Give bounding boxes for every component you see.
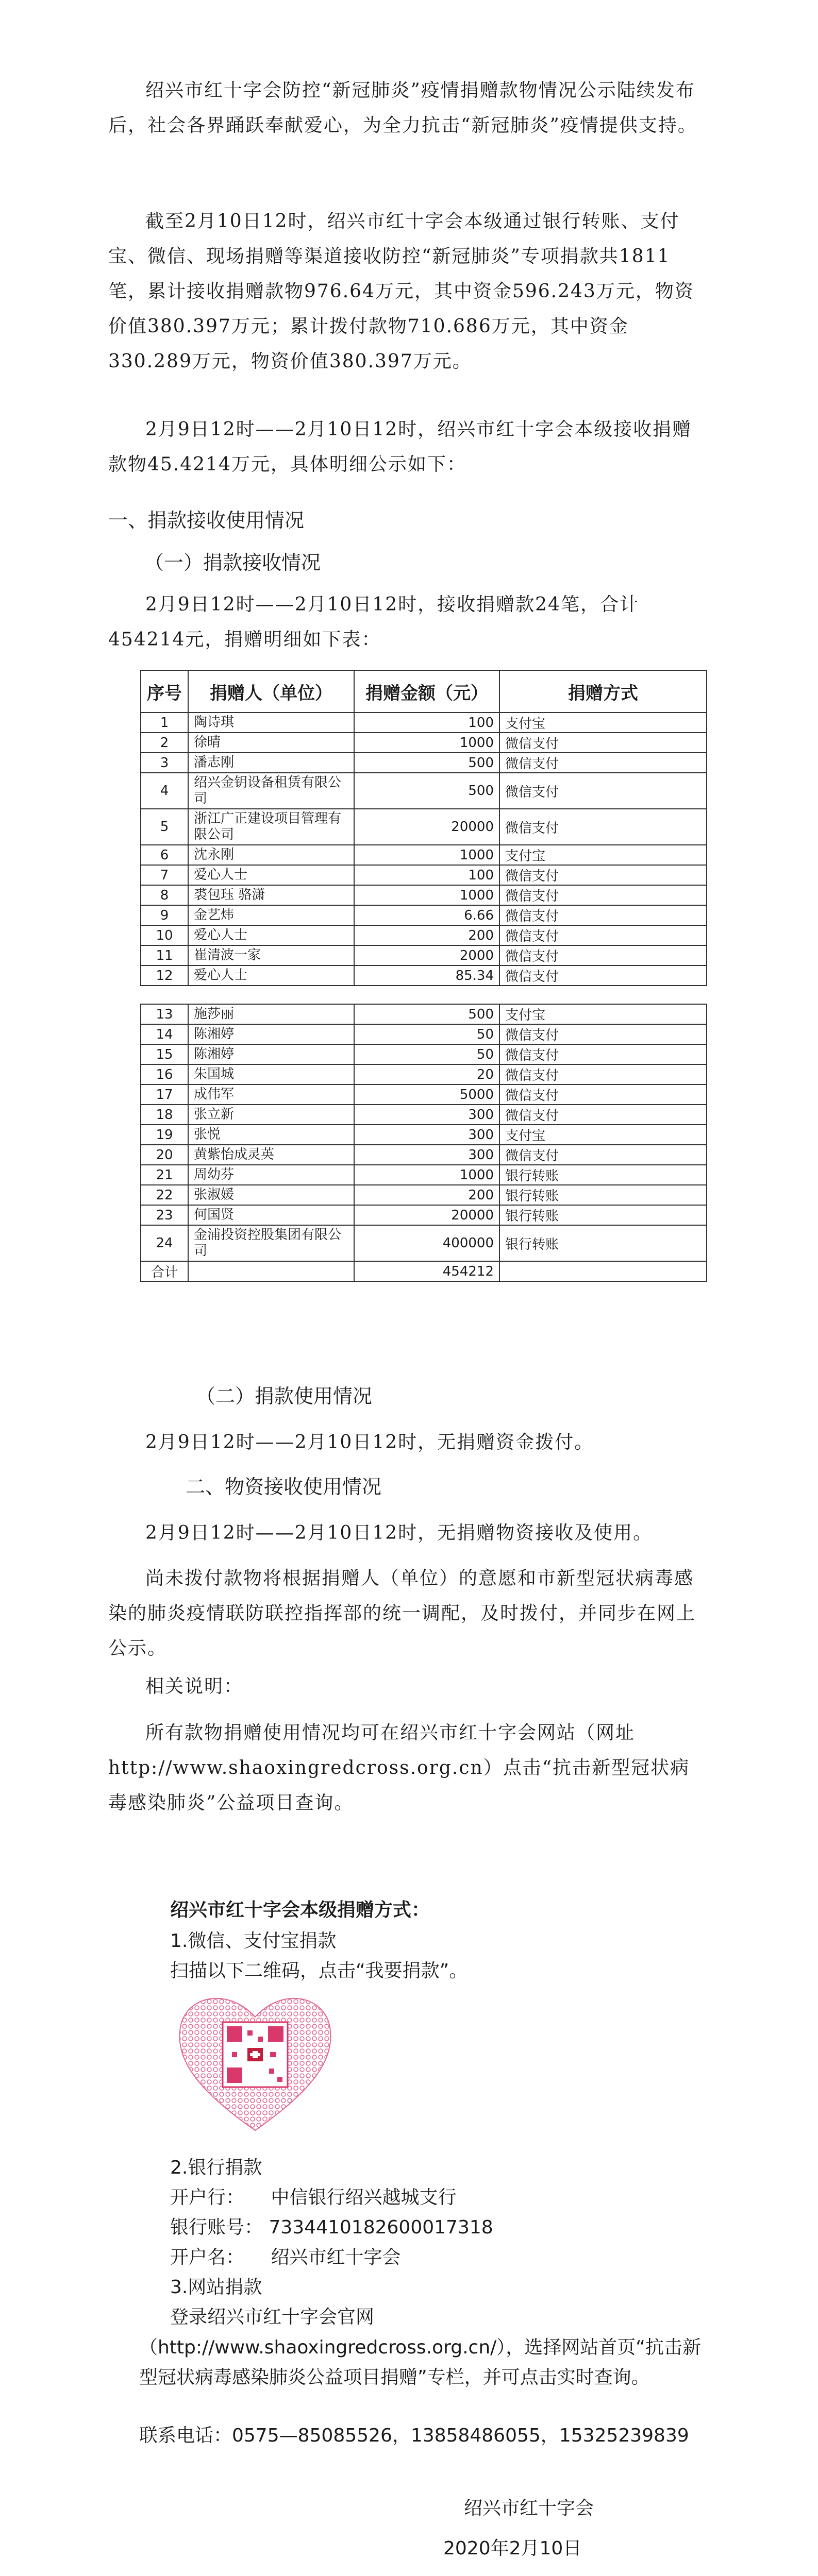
- row-number: 2: [141, 733, 188, 753]
- table-row: [141, 1145, 707, 1165]
- table-row: [141, 945, 707, 965]
- account-label: 银行账号：: [170, 2217, 263, 2238]
- table-row: [141, 905, 707, 925]
- donation-amount: 6.66: [354, 905, 499, 925]
- donation-method: 支付宝: [499, 1004, 707, 1024]
- row-number: 23: [141, 1205, 188, 1225]
- row-number: 17: [141, 1084, 188, 1105]
- donate-title: 绍兴市红十字会本级捐赠方式：: [170, 1900, 430, 1921]
- row-number: 7: [141, 865, 188, 885]
- table-total-row: [141, 1261, 707, 1281]
- row-number: 21: [141, 1165, 188, 1185]
- table-row: [141, 865, 707, 885]
- section-2-text: 2月9日12时——2月10日12时，无捐赠物资接收及使用。: [145, 1522, 653, 1544]
- row-number: 6: [141, 845, 188, 865]
- section-2-title: 二、物资接收使用情况: [186, 1476, 382, 1498]
- table-row: [141, 1024, 707, 1044]
- holder-label: 开户名：: [170, 2247, 245, 2268]
- donor-name: 施莎丽: [188, 1004, 354, 1024]
- table-row: [141, 845, 707, 865]
- signature-org: 绍兴市红十字会: [464, 2498, 594, 2519]
- donation-amount: 1000: [354, 885, 499, 905]
- donor-name: 张淑媛: [188, 1185, 354, 1205]
- table-gap: [141, 986, 707, 1004]
- donation-method: 微信支付: [499, 1064, 707, 1084]
- subsection-1-title: （一）捐款接收情况: [144, 551, 321, 574]
- donor-name: 黄紫怡成灵英: [188, 1145, 354, 1165]
- row-number: 22: [141, 1185, 188, 1205]
- header-method: 捐赠方式: [499, 670, 707, 713]
- donor-name: 张立新: [188, 1105, 354, 1125]
- donation-amount: 50: [354, 1044, 499, 1064]
- donor-name: 陶诗琪: [188, 713, 354, 733]
- row-number: 9: [141, 905, 188, 925]
- section-2-text-2: 尚未拨付款物将根据捐赠人（单位）的意愿和市新型冠状病毒感染的肺炎疫情联防联控指挥部的统一调配，及时拨付，并同步在网上公示。: [108, 1568, 696, 1659]
- table-row: [141, 773, 707, 809]
- header-no: 序号: [141, 670, 188, 713]
- donor-name: 爱心人士: [188, 925, 354, 945]
- row-number: 15: [141, 1044, 188, 1064]
- table-row: [141, 1185, 707, 1205]
- subsection-1-text: 2月9日12时——2月10日12时，接收捐赠款24笔，合计454214元，捐赠明细如下表：: [108, 594, 639, 650]
- donor-name: 绍兴金钥设备租赁有限公司: [188, 773, 354, 809]
- donation-amount: 20000: [354, 1205, 499, 1225]
- donate-method-3-text-2: （http://www.shaoxingredcross.org.cn/），选择网站首页“抗击新型冠状病毒感染肺炎公益项目捐赠”专栏，并可点击实时查询。: [139, 2337, 701, 2388]
- donation-amount: 1000: [354, 733, 499, 753]
- row-number: 18: [141, 1105, 188, 1125]
- donor-name: 周幼芬: [188, 1165, 354, 1185]
- donor-name: 朱国城: [188, 1064, 354, 1084]
- donation-amount: 500: [354, 1004, 499, 1024]
- donation-method: 微信支付: [499, 925, 707, 945]
- section-1-title: 一、捐款接收使用情况: [108, 509, 305, 532]
- qr-code-heart-image[interactable]: [175, 1986, 335, 2136]
- total-donor-empty: [188, 1261, 354, 1281]
- donor-name: 浙江广正建设项目管理有限公司: [188, 809, 354, 845]
- table-row: [141, 809, 707, 845]
- intro-paragraph-2: 截至2月10日12时，绍兴市红十字会本级通过银行转账、支付宝、微信、现场捐赠等渠道接收防控“新冠肺炎”专项捐款共1811笔，累计接收捐赠款物976.64万元，其中资金596.243万元，物资价值380.397万元；累计拨付款物710.686万元，其中资金330.289万元，物资价值380.397万元。: [108, 211, 694, 372]
- donation-method: 支付宝: [499, 713, 707, 733]
- row-number: 10: [141, 925, 188, 945]
- donor-name: 裘包珏 骆潇: [188, 885, 354, 905]
- donation-method: 微信支付: [499, 1084, 707, 1105]
- holder-value: 绍兴市红十字会: [271, 2247, 401, 2268]
- donate-method-3-text-1: 登录绍兴市红十字会官网: [170, 2307, 375, 2328]
- donor-name: 崔清波一家: [188, 945, 354, 965]
- row-number: 12: [141, 965, 188, 986]
- donation-method: 微信支付: [499, 1145, 707, 1165]
- donor-name: 爱心人士: [188, 865, 354, 885]
- row-number: 14: [141, 1024, 188, 1044]
- row-number: 19: [141, 1125, 188, 1145]
- donor-name: 徐晴: [188, 733, 354, 753]
- donation-amount: 300: [354, 1125, 499, 1145]
- table-row: [141, 1004, 707, 1024]
- donation-method: 微信支付: [499, 753, 707, 773]
- donation-method: 银行转账: [499, 1185, 707, 1205]
- donation-amount: 500: [354, 753, 499, 773]
- table-row: [141, 1044, 707, 1064]
- table-row: [141, 1084, 707, 1105]
- holder-row: [170, 2243, 400, 2272]
- table-row: [141, 1205, 707, 1225]
- row-number: 13: [141, 1004, 188, 1024]
- row-number: 5: [141, 809, 188, 845]
- donation-method: 银行转账: [499, 1165, 707, 1185]
- donation-method: 微信支付: [499, 733, 707, 753]
- donation-amount: 200: [354, 1185, 499, 1205]
- donation-amount: 5000: [354, 1084, 499, 1105]
- donation-method: 微信支付: [499, 1024, 707, 1044]
- subsection-2-text: 2月9日12时——2月10日12时，无捐赠资金拨付。: [145, 1432, 594, 1453]
- table-row: [141, 885, 707, 905]
- table-row: [141, 1064, 707, 1084]
- header-donor: 捐赠人（单位）: [188, 670, 354, 713]
- note-text: 所有款物捐赠使用情况均可在绍兴市红十字会网站（网址http://www.shaoxingredcross.org.cn）点击“抗击新型冠状病毒感染肺炎”公益项目查询。: [108, 1722, 690, 1814]
- signature-date: 2020年2月10日: [443, 2538, 582, 2559]
- donation-amount: 1000: [354, 845, 499, 865]
- donation-method: 微信支付: [499, 809, 707, 845]
- donor-name: 张悦: [188, 1125, 354, 1145]
- donor-name: 陈湘婷: [188, 1024, 354, 1044]
- table-header-row: [141, 670, 707, 713]
- donation-amount: 2000: [354, 945, 499, 965]
- total-amount: 454212: [354, 1261, 499, 1281]
- donate-method-2: 2.银行捐款: [170, 2157, 262, 2178]
- donor-name: 爱心人士: [188, 965, 354, 986]
- donate-method-1: 1.微信、支付宝捐款: [170, 1930, 337, 1952]
- table-row: [141, 1105, 707, 1125]
- table-row: [141, 753, 707, 773]
- table-row: [141, 1165, 707, 1185]
- intro-paragraph-3: 2月9日12时——2月10日12时，绍兴市红十字会本级接收捐赠款物45.4214万元，具体明细公示如下：: [108, 419, 692, 475]
- donation-amount: 200: [354, 925, 499, 945]
- account-row: [170, 2213, 493, 2242]
- donor-name: 成伟军: [188, 1084, 354, 1105]
- donation-amount: 100: [354, 713, 499, 733]
- row-number: 24: [141, 1225, 188, 1261]
- donor-name: 陈湘婷: [188, 1044, 354, 1064]
- donor-name: 潘志刚: [188, 753, 354, 773]
- intro-paragraph-1: 绍兴市红十字会防控“新冠肺炎”疫情捐赠款物情况公示陆续发布后，社会各界踊跃奉献爱心，为全力抗击“新冠肺炎”疫情提供支持。: [108, 80, 697, 136]
- bank-value: 中信银行绍兴越城支行: [271, 2187, 457, 2208]
- donor-name: 金浦投资控股集团有限公司: [188, 1225, 354, 1261]
- donation-amount: 500: [354, 773, 499, 809]
- row-number: 11: [141, 945, 188, 965]
- donation-amount: 20000: [354, 809, 499, 845]
- donation-method: 银行转账: [499, 1225, 707, 1261]
- bank-row: [170, 2183, 456, 2212]
- donation-method: 支付宝: [499, 845, 707, 865]
- row-number: 1: [141, 713, 188, 733]
- table-row: [141, 925, 707, 945]
- donate-method-3: 3.网站捐款: [170, 2277, 262, 2298]
- donor-name: 金艺炜: [188, 905, 354, 925]
- donation-method: 微信支付: [499, 865, 707, 885]
- table-row: [141, 733, 707, 753]
- total-label: 合计: [141, 1261, 188, 1281]
- donation-method: 微信支付: [499, 1105, 707, 1125]
- row-number: 4: [141, 773, 188, 809]
- donation-amount: 300: [354, 1145, 499, 1165]
- donation-amount: 50: [354, 1024, 499, 1044]
- donation-amount: 20: [354, 1064, 499, 1084]
- donation-amount: 85.34: [354, 965, 499, 986]
- table-row: [141, 713, 707, 733]
- donor-name: 沈永刚: [188, 845, 354, 865]
- table-row: [141, 1125, 707, 1145]
- donation-method: 微信支付: [499, 885, 707, 905]
- table-row: [141, 965, 707, 986]
- donation-amount: 300: [354, 1105, 499, 1125]
- total-method-empty: [499, 1261, 707, 1281]
- donation-method: 支付宝: [499, 1125, 707, 1145]
- donation-method: 微信支付: [499, 965, 707, 986]
- row-number: 16: [141, 1064, 188, 1084]
- account-value: 7334410182600017318: [269, 2217, 493, 2238]
- donor-name: 何国贤: [188, 1205, 354, 1225]
- donation-amount: 1000: [354, 1165, 499, 1185]
- header-amount: 捐赠金额（元）: [354, 670, 499, 713]
- row-number: 3: [141, 753, 188, 773]
- donation-table: [140, 670, 707, 1282]
- row-number: 8: [141, 885, 188, 905]
- row-number: 20: [141, 1145, 188, 1165]
- donation-method: 微信支付: [499, 945, 707, 965]
- donation-method: 微信支付: [499, 905, 707, 925]
- note-title: 相关说明：: [145, 1676, 244, 1697]
- donation-amount: 400000: [354, 1225, 499, 1261]
- table-row: [141, 1225, 707, 1261]
- donation-method: 微信支付: [499, 1044, 707, 1064]
- donation-amount: 100: [354, 865, 499, 885]
- donate-method-1-text: 扫描以下二维码，点击“我要捐款”。: [170, 1960, 468, 1981]
- donation-method: 银行转账: [499, 1205, 707, 1225]
- donation-method: 微信支付: [499, 773, 707, 809]
- subsection-2-title: （二）捐款使用情况: [196, 1385, 373, 1408]
- bank-label: 开户行：: [170, 2187, 245, 2208]
- contact-phone: 联系电话：0575—85085526，13858486055，15325239839: [139, 2425, 689, 2446]
